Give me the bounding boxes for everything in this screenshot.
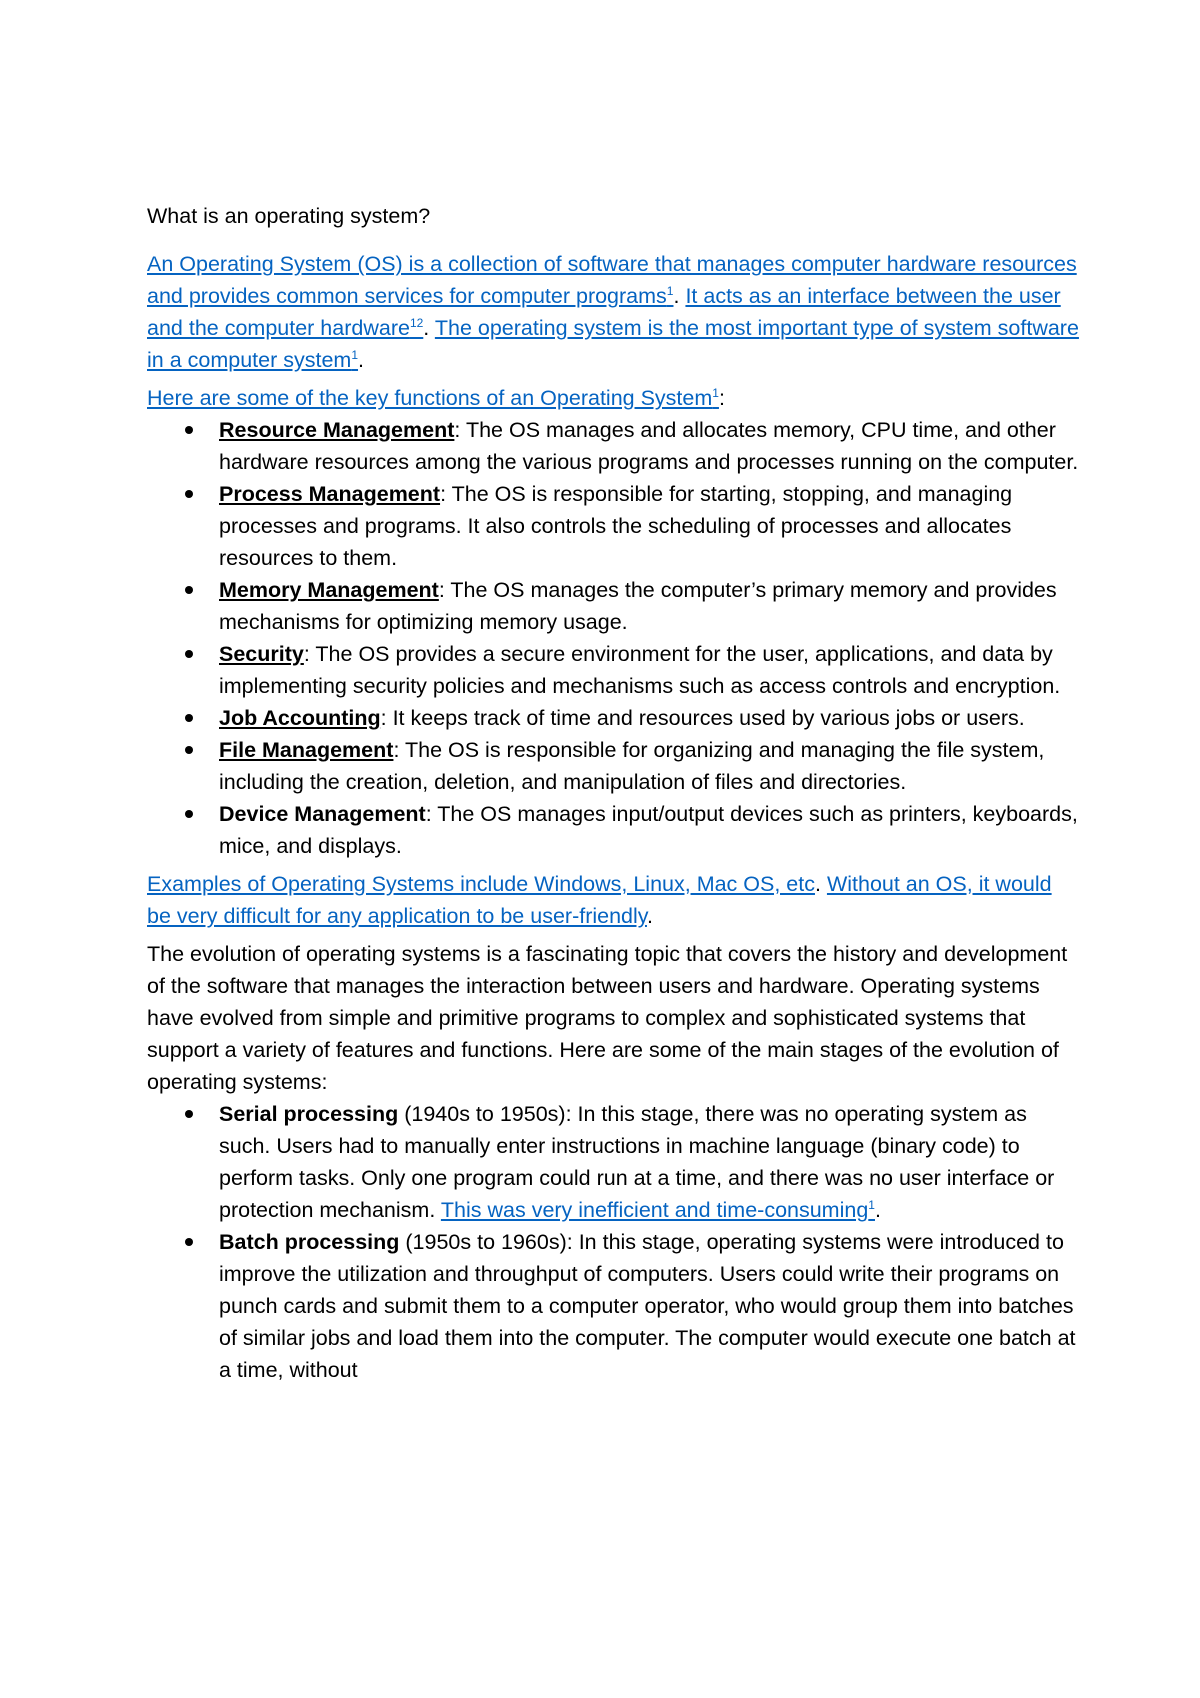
bullet-icon (185, 810, 193, 818)
user-friendly-link[interactable]: Without an OS, it would be very difficult for any application to be user-friendly (147, 872, 1052, 928)
list-item (147, 638, 1080, 702)
functions-intro-link[interactable]: Here are some of the key functions of an Operating System$^1$ (147, 385, 719, 410)
function-term: Memory Management (219, 578, 439, 602)
list-item (147, 702, 1080, 734)
function-text: : The OS provides a secure environment for the user, applications, and data by implementing security policies and mechanisms such as access controls and encryption. (219, 642, 1061, 698)
list-item (147, 414, 1080, 478)
function-text: : The OS manages input/output devices such as printers, keyboards, mice, and displays. (219, 802, 1078, 858)
function-term: Process Management (219, 482, 441, 506)
function-term: Device Management (219, 802, 426, 826)
examples-link[interactable]: Examples of Operating Systems include Windows, Linux, Mac OS, etc (147, 872, 815, 896)
stage-text: (1940s to 1950s): In this stage, there was no operating system as such. Users had to manually enter instructions in machine language (binary code) to perform tasks. Only one program could run at a time, and there was no user interface or protection mechanism. (219, 1102, 1055, 1222)
function-text: : The OS is responsible for organizing and managing the file system, including the creation, deletion, and manipulation of files and directories. (219, 738, 1045, 794)
bullet-icon (185, 1238, 193, 1246)
bullet-icon (185, 490, 193, 498)
bullet-icon (185, 714, 193, 722)
footnote-ref[interactable]: 1 (351, 347, 359, 362)
bullet-icon (185, 650, 193, 658)
functions-list (147, 414, 1080, 862)
stage-text: (1950s to 1960s): In this stage, operating systems were introduced to improve the utilization and throughput of computers. Users could write their programs on punch cards and submit them to a computer operator, who would group them into batches of similar jobs and load them into the computer. The computer would execute one batch at a time, without (219, 1230, 1076, 1382)
stage-term: Serial processing (219, 1102, 399, 1126)
list-item (147, 1226, 1080, 1386)
intro-link-3[interactable]: The operating system is the most important type of system software in a computer system$^1$ (147, 316, 1079, 372)
function-text: : The OS manages and allocates memory, CPU time, and other hardware resources among the various programs and processes running on the computer. (219, 418, 1079, 474)
bullet-icon (185, 426, 193, 434)
examples-paragraph: Examples of Operating Systems include Windows, Linux, Mac OS, etc. Without an OS, it would be very difficult for any application to be user-friendly. (147, 872, 1052, 928)
function-text: : The OS manages the computer’s primary memory and provides mechanisms for optimizing memory usage. (219, 578, 1057, 634)
bullet-icon (185, 1110, 193, 1118)
list-item (147, 574, 1080, 638)
evolution-paragraph: The evolution of operating systems is a fascinating topic that covers the history and development of the software that manages the interaction between users and hardware. Operating systems have evolved from simple and primitive programs to complex and sophisticated systems that support a variety of features and functions. Here are some of the main stages of the evolution of operating systems: (147, 942, 1068, 1094)
footnote-ref[interactable]: 1 (666, 283, 674, 298)
page-title: What is an operating system? (147, 204, 431, 228)
list-item (147, 798, 1080, 862)
footnote-ref[interactable]: 12 (409, 315, 424, 330)
list-item (147, 734, 1080, 798)
function-term: Security (219, 642, 304, 666)
function-text: : The OS is responsible for starting, stopping, and managing processes and programs. It also controls the scheduling of processes and allocates resources to them. (219, 482, 1013, 570)
footnote-ref[interactable]: 1 (868, 1197, 875, 1212)
inefficient-link[interactable]: This was very inefficient and time-consuming$^1$ (440, 1197, 875, 1222)
function-term: Job Accounting (219, 706, 381, 730)
intro-link-2[interactable]: It acts as an interface between the user and the computer hardware$^{12}$ (147, 284, 1061, 340)
bullet-icon (185, 586, 193, 594)
list-item: Serial processing (1940s to 1950s): In this stage, there was no operating system as such. Users had to manually enter instructions in machine language (binary code) to perform tasks. Only one program could run at a time, and there was no user interface or protection mechanism. This was very inefficient and time-consuming$^1$. (147, 1098, 1080, 1226)
footnote-ref[interactable]: 1 (712, 385, 719, 400)
functions-intro: Here are some of the key functions of an Operating System$^1$: (147, 385, 725, 410)
bullet-icon (185, 746, 193, 754)
intro-link-1[interactable]: An Operating System (OS) is a collection of software that manages computer hardware resources and provides common services for computer programs$^1$ (147, 252, 1077, 308)
function-term: Resource Management (219, 418, 455, 442)
function-text: : It keeps track of time and resources used by various jobs or users. (380, 706, 1025, 730)
stages-list (147, 1098, 1080, 1386)
list-item (147, 478, 1080, 574)
intro-paragraph: An Operating System (OS) is a collection of software that manages computer hardware resources and provides common services for computer programs$^1$. It acts as an interface between the user and the computer hardware$^{12}$. The operating system is the most important type of system software in a computer system$^1$. (147, 252, 1079, 372)
stage-term: Batch processing (219, 1230, 400, 1254)
function-term: File Management (219, 738, 394, 762)
